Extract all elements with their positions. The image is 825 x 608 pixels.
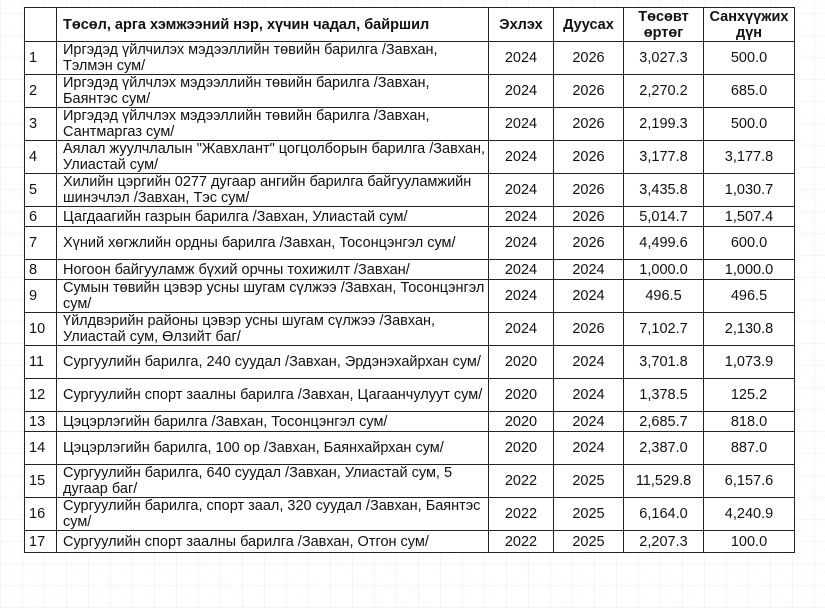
start-year: 2020 — [489, 379, 554, 412]
end-year: 2025 — [554, 465, 624, 498]
estimated-cost: 7,102.7 — [624, 313, 704, 346]
table-row — [25, 498, 795, 531]
row-number: 8 — [25, 260, 57, 280]
row-number: 10 — [25, 313, 57, 346]
end-year: 2026 — [554, 313, 624, 346]
row-number: 12 — [25, 379, 57, 412]
end-year: 2024 — [554, 379, 624, 412]
row-number: 3 — [25, 108, 57, 141]
row-number: 11 — [25, 346, 57, 379]
estimated-cost: 496.5 — [624, 280, 704, 313]
table-row — [25, 280, 795, 313]
funding-amount: 500.0 — [704, 108, 795, 141]
end-year: 2024 — [554, 412, 624, 432]
funding-amount: 2,130.8 — [704, 313, 795, 346]
estimated-cost: 2,199.3 — [624, 108, 704, 141]
project-name: Аялал жуулчлалын "Жавхлант" цогцолборын барилга /Завхан, Улиастай сум/ — [57, 141, 489, 174]
table-row — [25, 313, 795, 346]
funding-amount: 3,177.8 — [704, 141, 795, 174]
row-number: 7 — [25, 227, 57, 260]
estimated-cost: 2,685.7 — [624, 412, 704, 432]
start-year: 2020 — [489, 412, 554, 432]
table-row — [25, 42, 795, 75]
estimated-cost: 2,207.3 — [624, 531, 704, 553]
funding-amount: 125.2 — [704, 379, 795, 412]
start-year: 2024 — [489, 42, 554, 75]
project-name: Сургуулийн барилга, 240 суудал /Завхан, Эрдэнэхайрхан сум/ — [57, 346, 489, 379]
funding-amount: 4,240.9 — [704, 498, 795, 531]
estimated-cost: 5,014.7 — [624, 207, 704, 227]
start-year: 2024 — [489, 75, 554, 108]
project-name: Сургуулийн барилга, 640 суудал /Завхан, Улиастай сум, 5 дугаар баг/ — [57, 465, 489, 498]
estimated-cost: 1,000.0 — [624, 260, 704, 280]
table-row — [25, 412, 795, 432]
estimated-cost: 3,435.8 — [624, 174, 704, 207]
table-row — [25, 432, 795, 465]
header-cost: Төсөвт өртөг — [624, 8, 704, 42]
row-number: 1 — [25, 42, 57, 75]
funding-amount: 1,030.7 — [704, 174, 795, 207]
start-year: 2024 — [489, 174, 554, 207]
row-number: 6 — [25, 207, 57, 227]
header-end: Дуусах — [554, 8, 624, 42]
estimated-cost: 11,529.8 — [624, 465, 704, 498]
row-number: 15 — [25, 465, 57, 498]
end-year: 2026 — [554, 227, 624, 260]
funding-amount: 685.0 — [704, 75, 795, 108]
table-header-row — [25, 8, 795, 42]
estimated-cost: 3,177.8 — [624, 141, 704, 174]
funding-amount: 887.0 — [704, 432, 795, 465]
row-number: 13 — [25, 412, 57, 432]
project-name: Хилийн цэргийн 0277 дугаар ангийн барилга байгууламжийн шинэчлэл /Завхан, Тэс сум/ — [57, 174, 489, 207]
table-body — [25, 42, 795, 553]
header-no — [25, 8, 57, 42]
project-name: Иргэдэд үйлчлэх мэдээллийн төвийн барилга /Завхан, Баянтэс сум/ — [57, 75, 489, 108]
project-name: Цэцэрлэгийн барилга, 100 ор /Завхан, Баянхайрхан сум/ — [57, 432, 489, 465]
project-name: Иргэдэд үйлчилэх мэдээллийн төвийн барилга /Завхан, Тэлмэн сум/ — [57, 42, 489, 75]
funding-amount: 496.5 — [704, 280, 795, 313]
projects-table — [24, 7, 795, 553]
end-year: 2026 — [554, 42, 624, 75]
estimated-cost: 6,164.0 — [624, 498, 704, 531]
start-year: 2024 — [489, 141, 554, 174]
end-year: 2026 — [554, 108, 624, 141]
table-row — [25, 465, 795, 498]
table-row — [25, 174, 795, 207]
end-year: 2024 — [554, 260, 624, 280]
start-year: 2024 — [489, 280, 554, 313]
table-row — [25, 260, 795, 280]
start-year: 2024 — [489, 260, 554, 280]
start-year: 2024 — [489, 313, 554, 346]
row-number: 4 — [25, 141, 57, 174]
start-year: 2024 — [489, 108, 554, 141]
estimated-cost: 4,499.6 — [624, 227, 704, 260]
project-name: Цэцэрлэгийн барилга /Завхан, Тосонцэнгэл сум/ — [57, 412, 489, 432]
header-fund: Санхүүжих дүн — [704, 8, 795, 42]
end-year: 2024 — [554, 280, 624, 313]
end-year: 2026 — [554, 141, 624, 174]
table-row — [25, 379, 795, 412]
funding-amount: 6,157.6 — [704, 465, 795, 498]
row-number: 14 — [25, 432, 57, 465]
project-name: Сургуулийн барилга, спорт заал, 320 суудал /Завхан, Баянтэс сум/ — [57, 498, 489, 531]
header-name: Төсөл, арга хэмжээний нэр, хүчин чадал, байршил — [57, 8, 489, 42]
estimated-cost: 1,378.5 — [624, 379, 704, 412]
funding-amount: 100.0 — [704, 531, 795, 553]
project-name: Үйлдвэрийн районы цэвэр усны шугам сүлжээ /Завхан, Улиастай сум, Өлзийт баг/ — [57, 313, 489, 346]
end-year: 2026 — [554, 75, 624, 108]
project-name: Сургуулийн спорт заалны барилга /Завхан, Отгон сум/ — [57, 531, 489, 553]
end-year: 2025 — [554, 531, 624, 553]
table-row — [25, 346, 795, 379]
project-name: Цагдаагийн газрын барилга /Завхан, Улиастай сум/ — [57, 207, 489, 227]
project-name: Сургуулийн спорт заалны барилга /Завхан, Цагаанчулуут сум/ — [57, 379, 489, 412]
funding-amount: 500.0 — [704, 42, 795, 75]
estimated-cost: 2,387.0 — [624, 432, 704, 465]
row-number: 9 — [25, 280, 57, 313]
end-year: 2024 — [554, 432, 624, 465]
table-row — [25, 108, 795, 141]
project-name: Хүний хөгжлийн ордны барилга /Завхан, Тосонцэнгэл сум/ — [57, 227, 489, 260]
funding-amount: 1,000.0 — [704, 260, 795, 280]
project-name: Ногоон байгууламж бүхий орчны тохижилт /Завхан/ — [57, 260, 489, 280]
project-name: Сумын төвийн цэвэр усны шугам сүлжээ /Завхан, Тосонцэнгэл сум/ — [57, 280, 489, 313]
table-row — [25, 75, 795, 108]
funding-amount: 1,507.4 — [704, 207, 795, 227]
start-year: 2020 — [489, 432, 554, 465]
start-year: 2024 — [489, 227, 554, 260]
funding-amount: 1,073.9 — [704, 346, 795, 379]
row-number: 2 — [25, 75, 57, 108]
start-year: 2022 — [489, 531, 554, 553]
row-number: 5 — [25, 174, 57, 207]
row-number: 17 — [25, 531, 57, 553]
estimated-cost: 3,701.8 — [624, 346, 704, 379]
end-year: 2025 — [554, 498, 624, 531]
start-year: 2022 — [489, 498, 554, 531]
project-name: Иргэдэд үйлчлэх мэдээллийн төвийн барилга /Завхан, Сантмаргаз сум/ — [57, 108, 489, 141]
end-year: 2026 — [554, 207, 624, 227]
start-year: 2024 — [489, 207, 554, 227]
funding-amount: 600.0 — [704, 227, 795, 260]
start-year: 2022 — [489, 465, 554, 498]
header-start: Эхлэх — [489, 8, 554, 42]
estimated-cost: 2,270.2 — [624, 75, 704, 108]
table-row — [25, 531, 795, 553]
end-year: 2026 — [554, 174, 624, 207]
estimated-cost: 3,027.3 — [624, 42, 704, 75]
end-year: 2024 — [554, 346, 624, 379]
start-year: 2020 — [489, 346, 554, 379]
table-row — [25, 227, 795, 260]
funding-amount: 818.0 — [704, 412, 795, 432]
table-row — [25, 141, 795, 174]
row-number: 16 — [25, 498, 57, 531]
table-row — [25, 207, 795, 227]
